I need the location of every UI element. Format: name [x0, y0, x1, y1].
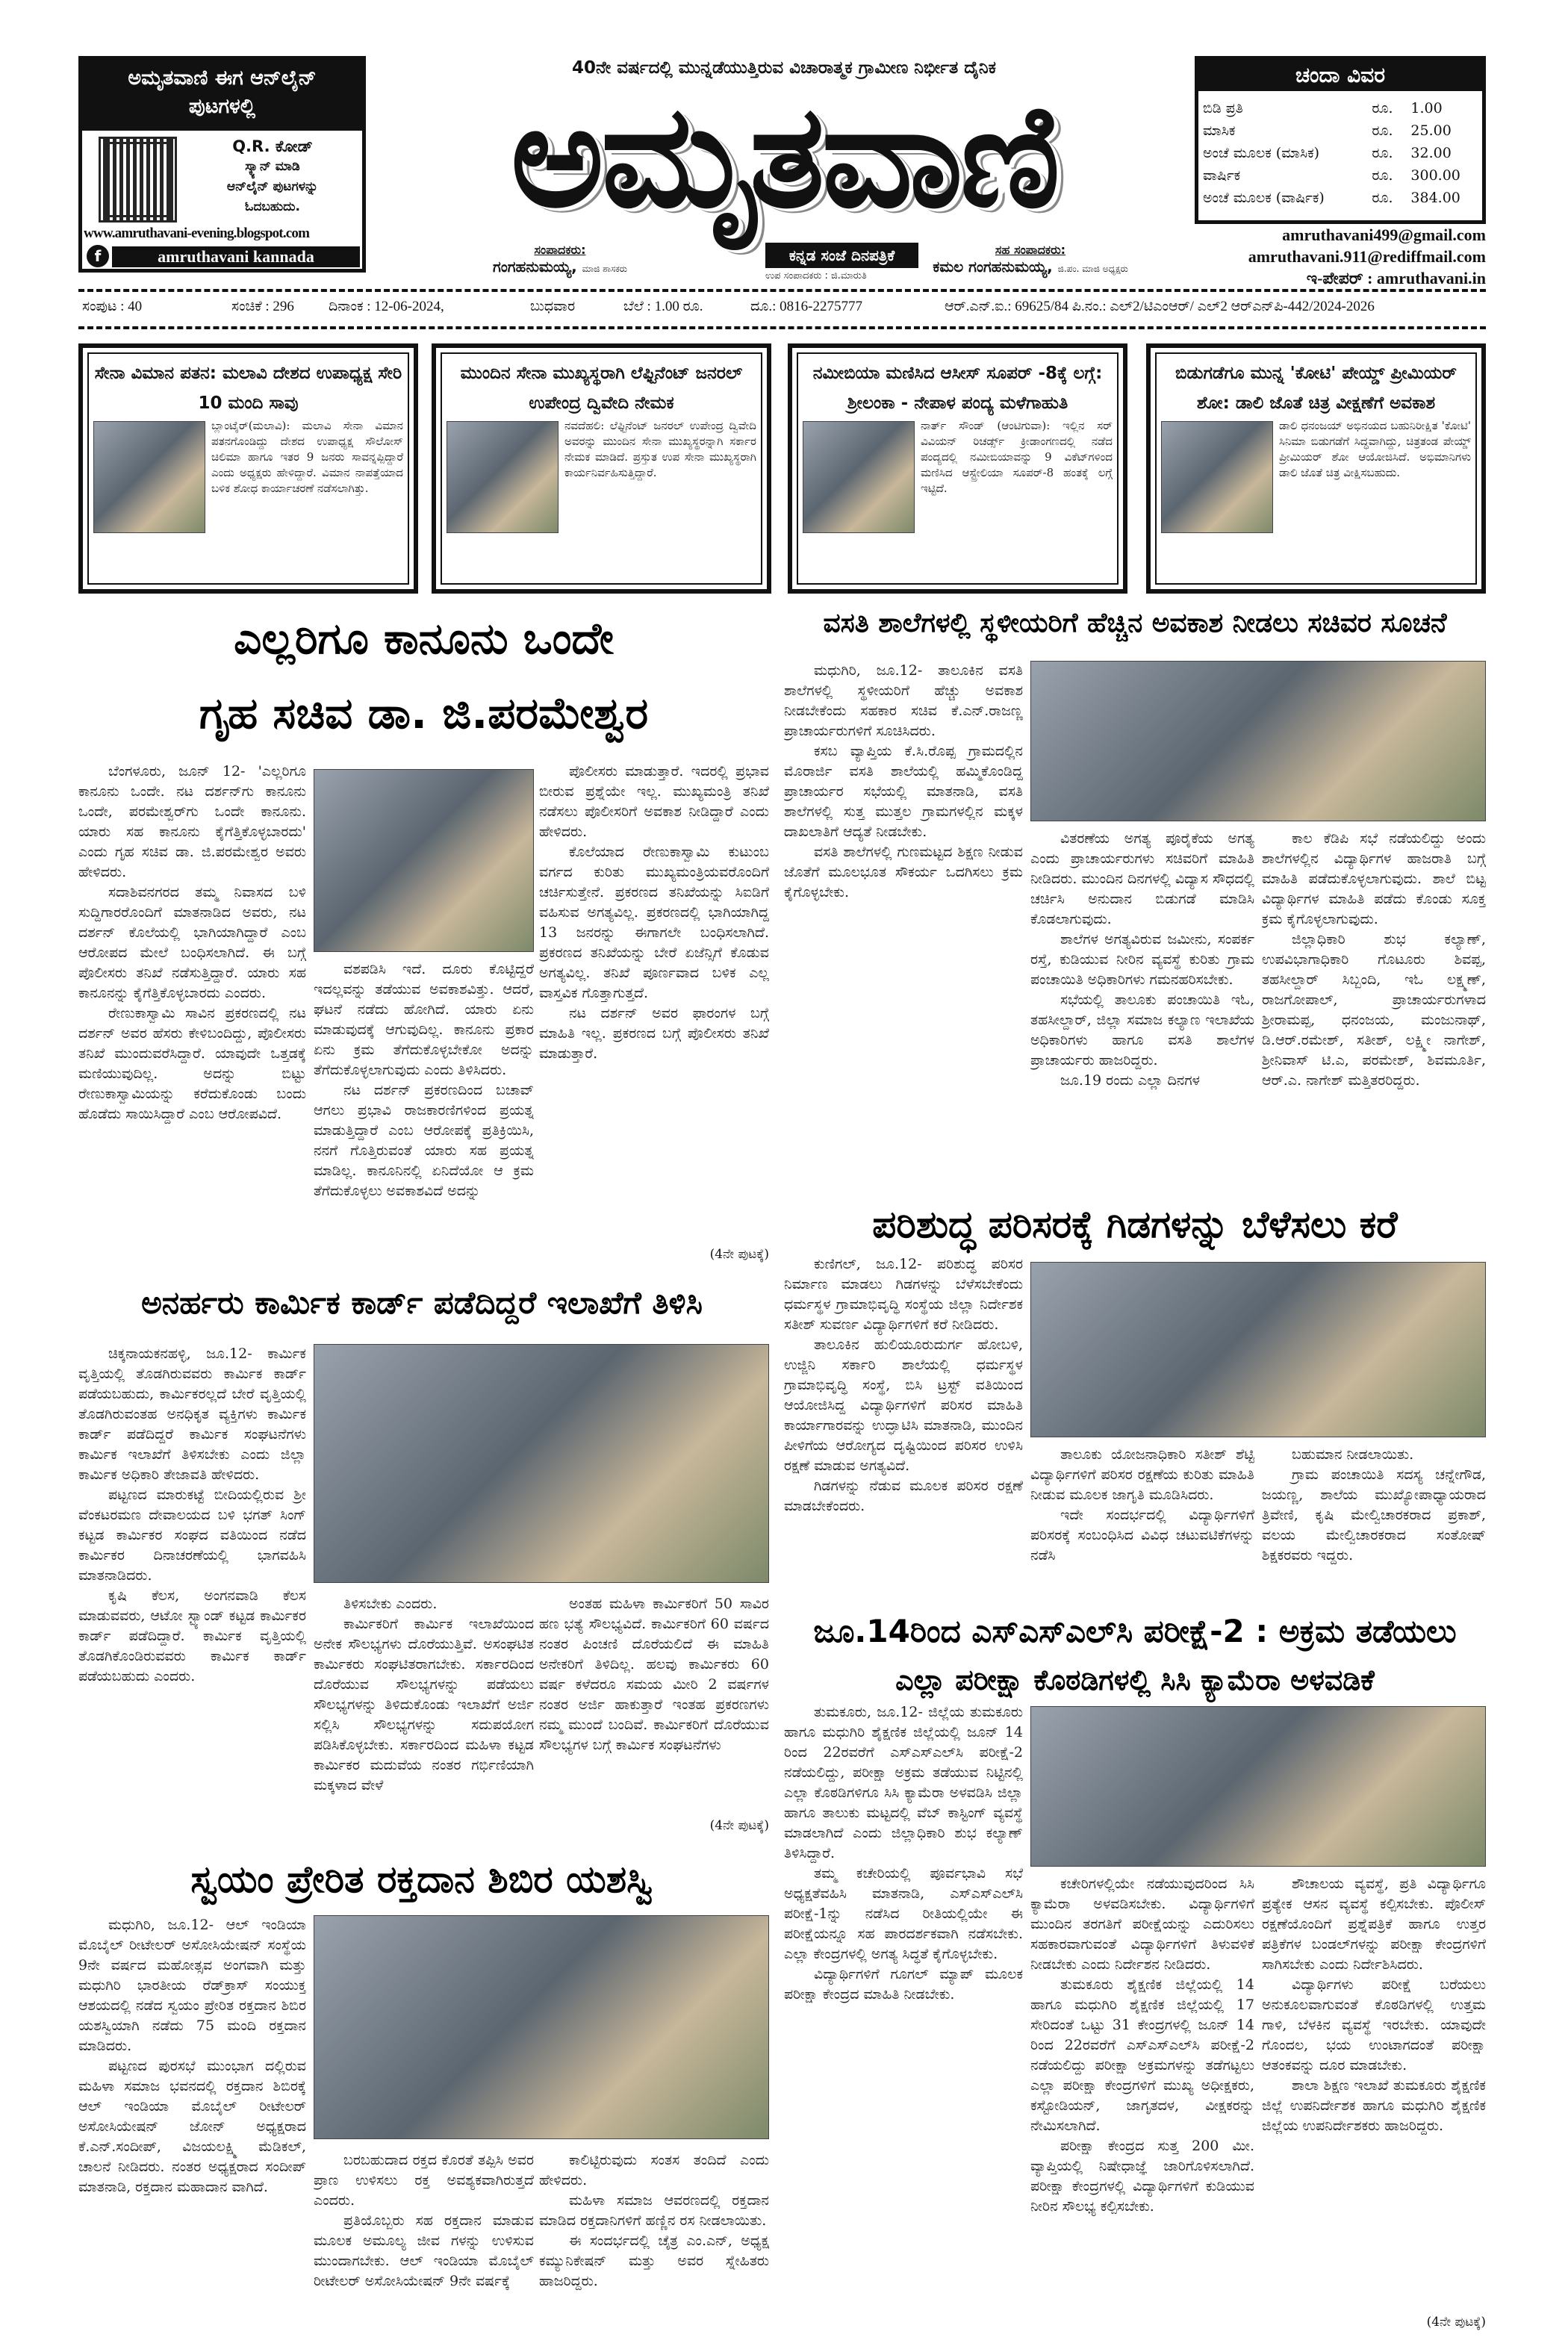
editor-name: ಗಂಗಹನುಮಯ್ಯ, [493, 258, 577, 276]
brief-photo [1161, 421, 1273, 533]
online-title: ಅಮೃತವಾಣಿ ಈಗ ಆನ್‌ಲೈನ್ ಪುಟಗಳಲ್ಲಿ [82, 60, 362, 131]
paragraph: ತುಮಕೂರು, ಜೂ.12- ಜಿಲ್ಲೆಯ ತುಮಕೂರು ಹಾಗೂ ಮಧುಗಿರಿ ಶೈಕ್ಷಣಿಕ ಜಿಲ್ಲೆಯಲ್ಲಿ ಜೂನ್ 14 ರಿಂದ 22ರವರೆಗೆ ಎಸ್‌ಎಸ್‌ಎಲ್‌ಸಿ ಪರೀಕ್ಷೆ-2 ನಡೆಯಲಿದ್ದು, ಪರೀಕ್ಷಾ ಅಕ್ರಮ ತಡೆಯುವ ನಿಟ್ಟಿನಲ್ಲಿ ಎಲ್ಲಾ ಕೊಠಡಿಗಳಿಗೂ ಸಿಸಿ ಕ್ಯಾಮೆರಾ ಅಳವಡಿಸಿ ಜಿಲ್ಲಾ ಹಾಗೂ ತಾಲುಕು ಮಟ್ಟದಲ್ಲಿ ವೆಬ್ ಕಾಸ್ಟಿಂಗ್ ವ್ಯವಸ್ಥೆ ಮಾಡಲಾಗಿದೆ ಎಂದು ಜಿಲ್ಲಾಧಿಕಾರಿ ಶುಭ ಕಲ್ಯಾಣ್ ತಿಳಿಸಿದ್ದಾರೆ. [784, 1704, 1023, 1861]
volume: ಸಂಪುಟ : 40 [82, 299, 143, 314]
subscription-label: ಅಂಚೆ ಮೂಲಕ (ವಾರ್ಷಿಕ) [1203, 190, 1325, 206]
paragraph: ಪರೀಕ್ಷಾ ಕೇಂದ್ರದ ಸುತ್ತ 200 ಮೀ. ವ್ಯಾಪ್ತಿಯಲ್ಲಿ ನಿಷೇಧಾಜ್ಞೆ ಜಾರಿಗೊಳಿಸಲಾಗಿದೆ. ಪರೀಕ್ಷಾ ಕೇಂದ್ರಗಳಲ್ಲಿ ವಿದ್ಯಾರ್ಥಿಗಳಿಗೆ ಕುಡಿಯುವ ನೀರಿನ ಸೌಲಭ್ಯ ಕಲ್ಪಿಸಬೇಕು. [1030, 2138, 1254, 2215]
paragraph: ಸಭೆಯಲ್ಲಿ ತಾಲೂಕು ಪಂಚಾಯಿತಿ ಇಓ, ತಹಸೀಲ್ದಾರ್, ಜಿಲ್ಲಾ ಸಮಾಜ ಕಲ್ಯಾಣ ಇಲಾಖೆಯ ಅಧಿಕಾರಿಗಳು ಹಾಗೂ ವಸತಿ ಶಾಲೆಗಳ ಪ್ರಾಚಾರ್ಯರು ಹಾಜರಿದ್ದರು. [1030, 992, 1254, 1068]
article-column [784, 661, 1023, 1191]
article-column [539, 2150, 769, 2326]
news-brief-box[interactable] [432, 343, 771, 594]
paragraph: ವಿದ್ಯಾರ್ಥಿಗಳಿಗೆ ಗೂಗಲ್ ಮ್ಯಾಪ್ ಮೂಲಕ ಪರೀಕ್ಷಾ ಕೇಂದ್ರದ ಮಾಹಿತಿ ನೀಡಬೇಕು. [784, 1966, 1023, 2003]
editor-label: ಸಂಪಾದಕರು: [534, 243, 586, 257]
paragraph: ಜೂ.19 ರಂದು ಎಲ್ಲಾ ದಿನಗಳ [1060, 1072, 1200, 1089]
subscription-row [1198, 187, 1482, 209]
subscription-cur: ರೂ. [1372, 100, 1393, 116]
sub-editor: ಉಪ ಸಂಪಾದಕರು : ಜಿ.ಮಾರುತಿ [765, 270, 867, 281]
paragraph: ವಿತರಣೆಯ ಅಗತ್ಯ ಪೂರೈಕೆಯ ಅಗತ್ಯ ಎಂದು ಪ್ರಾಚಾರ್ಯರುಗಳು ಸಚಿವರಿಗೆ ಮಾಹಿತಿ ನೀಡಿದರು. ಮುಂದಿನ ದಿನಗಳಲ್ಲಿ ವಿದ್ಯಾಸ ಸೌಧದಲ್ಲಿ ಚರ್ಚಿಸಿ ಅನುದಾನ ಬಿಡುಗಡೆ ಮಾಡಿಸಿ ಕೊಡಲಾಗುವುದು. [1030, 830, 1254, 927]
email-link[interactable]: amruthavani499@gmail.com [1282, 225, 1486, 244]
coeditor-label: ಸಹ ಸಂಪಾದಕರು: [995, 243, 1066, 257]
paragraph: ತುಮಕೂರು ಶೈಕ್ಷಣಿಕ ಜಿಲ್ಲೆಯಲ್ಲಿ 14 ಹಾಗೂ ಮಧುಗಿರಿ ಶೈಕ್ಷಣಿಕ ಜಿಲ್ಲೆಯಲ್ಲಿ 17 ಸೇರಿದಂತೆ ಒಟ್ಟು 31 ಕೇಂದ್ರಗಳಲ್ಲಿ ಜೂನ್ 14 ರಿಂದ 22ರವರೆಗೆ ಎಸ್‌ಎಸ್‌ಎಲ್‌ಸಿ ಪರೀಕ್ಷೆ-2 ನಡೆಯಲಿದ್ದು ಪರೀಕ್ಷಾ ಅಕ್ರಮಗಳನ್ನು ತಡೆಗಟ್ಟಲು ಎಲ್ಲಾ ಪರೀಕ್ಷಾ ಕೇಂದ್ರಗಳಿಗೆ ಮುಖ್ಯ ಅಧೀಕ್ಷಕರು, ಕಸ್ಟೋಡಿಯನ್, ಜಾಗೃತದಳ, ವೀಕ್ಷಕರನ್ನು ನೇಮಿಸಲಾಗಿದೆ. [1030, 1976, 1254, 2134]
paragraph: ತಮ್ಮ ಕಚೇರಿಯಲ್ಲಿ ಪೂರ್ವಭಾವಿ ಸಭೆ ಅಧ್ಯಕ್ಷತೆವಹಿಸಿ ಮಾತನಾಡಿ, ಎಸ್‌ಎಸ್‌ಎಲ್‌ಸಿ ಪರೀಕ್ಷೆ-1ನ್ನು ನಡೆಸಿದ ರೀತಿಯಲ್ಲಿಯೇ ಈ ಪರೀಕ್ಷೆಯನ್ನೂ ಸಹ ಪಾರದರ್ಶಕವಾಗಿ ನಡೆಸಬೇಕು. ಎಲ್ಲಾ ಕೇಂದ್ರಗಳಲ್ಲಿ ಅಗತ್ಯ ಸಿದ್ಧತೆ ಕೈಗೊಳ್ಳಬೇಕು. [784, 1865, 1023, 1962]
news-brief-box[interactable] [1146, 343, 1486, 594]
issue: ಸಂಚಿಕೆ : 296 [231, 299, 294, 314]
headline: ಸ್ವಯಂ ಪ್ರೇರಿತ ರಕ್ತದಾನ ಶಿಬಿರ ಯಶಸ್ವಿ [190, 1858, 653, 1901]
paragraph: ಕೊಲೆಯಾದ ರೇಣುಕಾಸ್ವಾಮಿ ಕುಟುಂಬ ವರ್ಗದ ಕುರಿತು ಮುಖ್ಯಮಂತ್ರಿಯವರೊಂದಿಗೆ ಚರ್ಚಿಸುತ್ತೇನೆ. ಪ್ರಕರಣದ ತನಿಖೆಯನ್ನು ಸಿಐಡಿಗೆ ವಹಿಸುವ ಅಗತ್ಯವಿಲ್ಲ. ಪ್ರಕರಣದಲ್ಲಿ ಭಾಗಿಯಾಗಿದ್ದ 13 ಜನರನ್ನು ಈಗಾಗಲೇ ಬಂಧಿಸಲಾಗಿದೆ. ಪ್ರಕರಣದ ತನಿಖೆಯನ್ನು ಬೇರೆ ಏಜೆನ್ಸಿಗೆ ಕೊಡುವ ಅಗತ್ಯವಿಲ್ಲ. ತನಿಖೆ ಪೂರ್ಣವಾದ ಬಳಿಕ ಎಲ್ಲ ವಾಸ್ತವಿಕ ಗೊತ್ತಾಗುತ್ತದೆ. [539, 844, 769, 1001]
paragraph: ನಟ ದರ್ಶನ್ ಪ್ರಕರಣದಿಂದ ಬಚಾವ್ ಆಗಲು ಪ್ರಭಾವಿ ರಾಜಕಾರಣಿಗಳಿಂದ ಪ್ರಯತ್ನ ಮಾಡುತ್ತಿದ್ದಾರೆ ಎಂಬ ಆರೋಪಕ್ಕೆ ಪ್ರತಿಕ್ರಿಯಿಸಿ, ನನಗೆ ಗೊತ್ತಿರುವಂತೆ ಯಾರು ಸಹ ಪ್ರಯತ್ನ ಮಾಡಿಲ್ಲ. ಕಾನೂನಿನಲ್ಲಿ ಏನಿದೆಯೋ ಆ ಕ್ರಮ ತೆಗೆದುಕೊಳ್ಳಲು ಅವಕಾಶವಿದೆ ಅದನ್ನು [314, 1082, 534, 1199]
paragraph: ಬಹುಮಾನ ನೀಡಲಾಯಿತು. [1292, 1446, 1414, 1463]
article-photo [314, 769, 534, 952]
paragraph: ಪ್ರತಿಯೊಬ್ಬರು ಸಹ ರಕ್ತದಾನ ಮಾಡುವ ಮೂಲಕ ಅಮೂಲ್ಯ ಜೀವ ಗಳನ್ನು ಉಳಿಸುವ ಮುಂದಾಗಬೇಕು. ಆಲ್ ಇಂಡಿಯಾ ಮೊಬೈಲ್ ರೀಟೇಲರ್ ಅಸೋಸಿಯೇಷನ್ 9ನೇ ವರ್ಷಕ್ಕೆ [314, 2212, 534, 2289]
paragraph: ಕಸಬ ವ್ಯಾಪ್ತಿಯ ಕೆ.ಸಿ.ರೊಪ್ಪ ಗ್ರಾಮದಲ್ಲಿನ ಮೊರಾರ್ಜಿ ವಸತಿ ಶಾಲೆಯಲ್ಲಿ ಹಮ್ಮಿಕೊಂಡಿದ್ದ ಪ್ರಾಚಾರ್ಯರ ಸಭೆಯಲ್ಲಿ ಮಾತನಾಡಿ, ವಸತಿ ಶಾಲೆಗಳಲ್ಲಿ ಸುತ್ತ ಮುತ್ತಲ ಗ್ರಾಮಗಳಲ್ಲಿನ ಮಕ್ಕಳ ದಾಖಲಾತಿಗೆ ಆದ್ಯತೆ ನೀಡಬೇಕು. [784, 743, 1023, 840]
paragraph: ರೇಣುಕಾಸ್ವಾಮಿ ಸಾವಿನ ಪ್ರಕರಣದಲ್ಲಿ ನಟ ದರ್ಶನ್ ಅವರ ಹೆಸರು ಕೇಳಿಬಂದಿದ್ದು, ಪೊಲೀಸರು ತನಿಖೆ ಮುಂದುವರೆಸಿದ್ದಾರೆ. ಯಾವುದೇ ಒತ್ತಡಕ್ಕೆ ಮಣಿಯುವುದಿಲ್ಲ. ಅದನ್ನು ಬಿಟ್ಟು ರೇಣುಕಾಸ್ವಾಮಿಯನ್ನು ಕರೆದುಕೊಂಡು ಬಂದು ಹೊಡೆದು ಸಾಯಿಸಿದ್ದಾರೆ ಎಂಬ ಆರೋಪವಿದೆ. [78, 1005, 306, 1122]
brief-photo [447, 421, 559, 533]
paragraph: ನಟ ದರ್ಶನ್ ಅವರ ಫಾರಂಗಳ ಬಗ್ಗೆ ಮಾಹಿತಿ ಇಲ್ಲ. ಪ್ರಕರಣದ ಬಗ್ಗೆ ಪೊಲೀಸರು ತನಿಖೆ ಮಾಡುತ್ತಾರೆ. [539, 1005, 769, 1062]
brief-headline: ನಮೀಬಿಯಾ ಮಣಿಸಿದ ಆಸೀಸ್ ಸೂಪರ್ -8ಕ್ಕೆ ಲಗ್ಗೆ: ಶ್ರೀಲಂಕಾ - ನೇಪಾಳ ಪಂದ್ಯ ಮಳೆಗಾಹುತಿ [812, 364, 1103, 413]
brief-text: ನವದೆಹಲಿ: ಲೆಫ್ಟಿನೆಂಟ್ ಜನರಲ್ ಉಪೇಂದ್ರ ದ್ವಿವೇದಿ ಅವರನ್ನು ಮುಂದಿನ ಸೇನಾ ಮುಖ್ಯಸ್ಥರನ್ನಾಗಿ ಸರ್ಕಾರ ನೇಮಕ ಮಾಡಿದೆ. ಪ್ರಸ್ತುತ ಉಪ ಸೇನಾ ಮುಖ್ಯಸ್ಥರಾಗಿ ಕಾರ್ಯನಿರ್ವಹಿಸುತ್ತಿದ್ದಾರೆ. [564, 419, 756, 479]
news-brief-box[interactable] [78, 343, 418, 594]
subscription-table [1198, 97, 1482, 209]
weekday: ಬುಧವಾರ [530, 299, 576, 314]
headline: ಜೂ.14ರಿಂದ ಎಸ್‌ಎಸ್‌ಎಲ್‌ಸಿ ಪರೀಕ್ಷೆ-2 : ಅಕ್ರಮ ತಡೆಯಲು [813, 1613, 1457, 1649]
paragraph: ಮಹಿಳಾ ಸಮಾಜ ಆವರಣದಲ್ಲಿ ರಕ್ತದಾನ ಮಾಡಿದ ರಕ್ತದಾನಿಗಳಿಗೆ ಹಣ್ಣಿನ ರಸ ನೀಡಲಾಯಿತು. [539, 2192, 769, 2229]
brief-headline: ಮುಂದಿನ ಸೇನಾ ಮುಖ್ಯಸ್ಥರಾಗಿ ಲೆಫ್ಟಿನೆಂಟ್ ಜನರಲ್ ಉಪೇಂದ್ರ ದ್ವಿವೇದಿ ನೇಮಕ [460, 364, 743, 413]
brief-headline: ಸೇನಾ ವಿಮಾನ ಪತನ: ಮಲಾವಿ ದೇಶದ ಉಪಾಧ್ಯಕ್ಷ ಸೇರಿ 10 ಮಂದಿ ಸಾವು [94, 364, 402, 413]
paragraph: ಗ್ರಾಮ ಪಂಚಾಯಿತಿ ಸದಸ್ಯ ಚನ್ನೇಗೌಡ, ಜಯಣ್ಣ, ಶಾಲೆಯ ಮುಖ್ಯೋಪಾಧ್ಯಾಯರಾದ ತ್ರಿವೇಣಿ, ಕೃಷಿ ಮೇಲ್ವಿಚಾರಕರಾದ ಪ್ರಕಾಶ್, ವಲಯ ಮೇಲ್ವಿಚಾರಕರಾದ ಸಂತೋಷ್ ಶಿಕ್ಷಕರವರು ಇದ್ದರು. [1262, 1466, 1486, 1564]
facebook-icon: f [87, 245, 109, 267]
subscription-cur: ರೂ. [1372, 190, 1393, 206]
tagline: 40ನೇ ವರ್ಷದಲ್ಲಿ ಮುನ್ನಡೆಯುತ್ತಿರುವ ವಿಚಾರಾತ್ಮಕ ಗ್ರಾಮೀಣ ನಿರ್ಭೀತ ದೈನಿಕ [571, 58, 997, 78]
paragraph: ವಿದ್ಯಾರ್ಥಿಗಳು ಪರೀಕ್ಷೆ ಬರೆಯಲು ಅನುಕೂಲವಾಗುವಂತೆ ಕೊಠಡಿಗಳಲ್ಲಿ ಉತ್ತಮ ಗಾಳಿ, ಬೆಳಕಿನ ವ್ಯವಸ್ಥೆ ಇರಬೇಕು. ಯಾವುದೇ ಗೊಂದಲ, ಭಯ ಉಂಟಾಗದಂತೆ ಪರೀಕ್ಷಾ ಆತಂಕವನ್ನು ದೂರ ಮಾಡಬೇಕು. [1262, 1976, 1486, 2073]
editor-note: ಮಾಜಿ ಶಾಸಕರು [582, 264, 627, 274]
paragraph: ಗಿಡಗಳನ್ನು ನೆಡುವ ಮೂಲಕ ಪರಿಸರ ರಕ್ಷಣೆ ಮಾಡಬೇಕೆಂದರು. [784, 1478, 1023, 1514]
article-column [314, 959, 534, 1269]
paragraph: ಇದೇ ಸಂದರ್ಭದಲ್ಲಿ ವಿದ್ಯಾರ್ಥಿಗಳಿಗೆ ಪರಿಸರಕ್ಕೆ ಸಂಬಂಧಿಸಿದ ವಿವಿಧ ಚಟುವಟಿಕೆಗಳನ್ನು ನಡೆಸಿ [1030, 1507, 1254, 1564]
article-column [314, 1594, 534, 1837]
registration: ಆರ್.ಎನ್.ಐ.: 69625/84 ಪಿ.ನಂ.: ಎಲ್2/ಟಿಎಂಆರ್/ ಎಲ್2 ಆರ್‌ಎನ್‌ಪಿ-442/2024-2026 [945, 299, 1375, 314]
headline: ಗೃಹ ಸಚಿವ ಡಾ. ಜಿ.ಪರಮೇಶ್ವರ [199, 688, 649, 738]
brief-text: ನಾರ್ತ್ ಸೌಂಡ್ (ಆಂಟಿಗುವಾ): ಇಲ್ಲಿನ ಸರ್ ವಿವಿಯನ್ ರಿಚರ್ಡ್ಸ್ ಕ್ರೀಡಾಂಗಣದಲ್ಲಿ ನಡೆದ ಪಂದ್ಯದಲ್ಲಿ ನಮೀಬಿಯಾವನ್ನು 9 ವಿಕೆಟ್‌ಗಳಿಂದ ಮಣಿಸಿದ ಆಸ್ಟ್ರೇಲಿಯಾ ಸೂಪರ್-8 ಹಂತಕ್ಕೆ ಲಗ್ಗೆ ಇಟ್ಟಿದೆ. [921, 419, 1113, 495]
article-column [1262, 829, 1486, 1191]
paragraph: ಈ ಸಂದರ್ಭದಲ್ಲಿ ಚೈತ್ರ ಎಂ.ಎನ್, ಅಧ್ಯಕ್ಷ ಕಮ್ಯುನಿಕೇಷನ್ ಮತ್ತು ಅವರ ಸ್ನೇಹಿತರು ಹಾಜರಿದ್ದರು. [539, 2233, 769, 2289]
paragraph: ಮಧುಗಿರಿ, ಜೂ.12- ಆಲ್ ಇಂಡಿಯಾ ಮೊಬೈಲ್ ರೀಟೇಲರ್ ಅಸೋಸಿಯೇಷನ್ ಸಂಸ್ಥೆಯ 9ನೇ ವರ್ಷದ ಮಹೋತ್ಸವ ಅಂಗವಾಗಿ ಮತ್ತು ಮಧುಗಿರಿ ಭಾರತೀಯ ರೆಡ್‌ಕ್ರಾಸ್ ಸಂಯುಕ್ತ ಆಶಯದಲ್ಲಿ ನಡೆದ ಸ್ವಯಂ ಪ್ರೇರಿತ ರಕ್ತದಾನ ಶಿಬಿರ ಯಶಸ್ವಿಯಾಗಿ ನಡೆದು 75 ಮಂದಿ ರಕ್ತದಾನ ಮಾಡಿದರು. [78, 1917, 306, 2054]
subscription-box [1195, 56, 1486, 224]
brief-headline: ಬಿಡುಗಡೆಗೂ ಮುನ್ನ 'ಕೋಟಿ' ಪೇಯ್ಡ್ ಪ್ರೀಮಿಯರ್ ಶೋ: ಡಾಲಿ ಜೊತೆ ಚಿತ್ರ ವೀಕ್ಷಣೆಗೆ ಅವಕಾಶ [1175, 364, 1457, 413]
qr-text: ಆನ್‌ಲೈನ್ ಪುಟಗಳನ್ನು [226, 179, 319, 194]
info-line [82, 299, 1486, 320]
subscription-cur: ರೂ. [1372, 145, 1393, 161]
paragraph: ಸದಾಶಿವನಗರದ ತಮ್ಮ ನಿವಾಸದ ಬಳಿ ಸುದ್ದಿಗಾರರೊಂದಿಗೆ ಮಾತನಾಡಿದ ಅವರು, ನಟ ದರ್ಶನ್ ಕೊಲೆಯಲ್ಲಿ ಭಾಗಿಯಾಗಿದ್ದಾರೆ ಎಂಬ ಆರೋಪದ ಮೇಲೆ ಬಂಧಿಸಲಾಗಿದೆ. ಈ ಬಗ್ಗೆ ಪೊಲೀಸರು ತನಿಖೆ ನಡೆಸುತ್ತಿದ್ದಾರೆ. ಯಾರು ಸಹ ಕಾನೂನನ್ನು ಕೈಗೆತ್ತಿಕೊಳ್ಳಬಾರದು ಎಂದರು. [78, 884, 306, 1001]
qr-text: Q.R. ಕೋಡ್ [232, 137, 313, 155]
paragraph: ಶಾಲಾ ಶಿಕ್ಷಣ ಇಲಾಖೆ ತುಮಕೂರು ಶೈಕ್ಷಣಿಕ ಜಿಲ್ಲೆ ಉಪನಿರ್ದೇಶಕ ಹಾಗೂ ಮಧುಗಿರಿ ಶೈಕ್ಷಣಿಕ ಜಿಲ್ಲೆಯ ಉಪನಿರ್ದೇಶಕರು ಹಾಜರಿದ್ದರು. [1262, 2077, 1486, 2134]
subtitle: ಕನ್ನಡ ಸಂಜೆ ದಿನಪತ್ರಿಕೆ [765, 243, 918, 268]
article-photo [1030, 1706, 1486, 1867]
headline: ಎಲ್ಲರಿಗೂ ಕಾನೂನು ಒಂದೇ [234, 613, 614, 664]
paragraph: ತಿಳಿಸಬೇಕು ಎಂದರು. [343, 1596, 438, 1612]
paragraph: ಚಿಕ್ಕನಾಯಕನಹಳ್ಳಿ, ಜೂ.12- ಕಾರ್ಮಿಕ ವೃತ್ತಿಯಲ್ಲಿ ತೊಡಗಿರುವವರು ಕಾರ್ಮಿಕ ಕಾರ್ಡ್ ಪಡೆಯಬಹುದು, ಕಾರ್ಮಿಕರಲ್ಲದೆ ಬೇರೆ ವೃತ್ತಿಯಲ್ಲಿ ತೊಡಗಿರುವಂತಹ ಅನಧಿಕೃತ ವ್ಯಕ್ತಿಗಳು ಕಾರ್ಮಿಕ ಕಾರ್ಡ್ ಪಡೆದಿದ್ದರೆ ಕಾರ್ಮಿಕ ಸಂಘಟನೆಗಳು ಕಾರ್ಮಿಕ ಇಲಾಖೆಗೆ ತಿಳಿಸಬೇಕು ಎಂದು ಜಿಲ್ಲಾ ಕಾರ್ಮಿಕ ಅಧಿಕಾರಿ ತೇಜಾವತಿ ಹೇಳಿದರು. [78, 1345, 306, 1483]
article-column [314, 2150, 534, 2326]
paragraph: ತಾಲೂಕು ಯೋಜನಾಧಿಕಾರಿ ಸತೀಶ್ ಶೆಟ್ಟಿ ವಿದ್ಯಾರ್ಥಿಗಳಿಗೆ ಪರಿಸರ ರಕ್ಷಣೆಯ ಕುರಿತು ಮಾಹಿತಿ ನೀಡುವ ಮೂಲಕ ಜಾಗೃತಿ ಮೂಡಿಸಿದರು. [1030, 1446, 1254, 1503]
brief-photo [803, 421, 915, 533]
paragraph: ವಶಪಡಿಸಿ ಇದೆ. ದೂರು ಕೊಟ್ಟಿದ್ದರೆ ಇದಲ್ಲವನ್ನು ತಡೆಯುವ ಅವಕಾಶವಿತ್ತು. ಆದರೆ, ಘಟನೆ ನಡೆದು ಹೋಗಿದೆ. ಯಾರು ಏನು ಮಾಡುವುದಕ್ಕೆ ಆಗುವುದಿಲ್ಲ. ಕಾನೂನು ಪ್ರಕಾರ ಏನು ಕ್ರಮ ತೆಗೆದುಕೊಳ್ಳಬೇಕೋ ಅದನ್ನು ತೆಗೆದುಕೊಳ್ಳಲಾಗುವುದು ಎಂದು ತಿಳಿಸಿದರು. [314, 961, 534, 1078]
paragraph: ಕಚೇರಿಗಳಲ್ಲಿಯೇ ನಡೆಯುವುದರಿಂದ ಸಿಸಿ ಕ್ಯಾಮೆರಾ ಅಳವಡಿಸಬೇಕು. ವಿದ್ಯಾರ್ಥಿಗಳಿಗೆ ಮುಂದಿನ ತರಗತಿಗೆ ಪರೀಕ್ಷೆಯನ್ನು ಎದುರಿಸಲು ಸಹಕಾರವಾಗುವಂತೆ ವಿದ್ಯಾರ್ಥಿಗಳಿಗೆ ತಿಳುವಳಿಕೆ ನೀಡಬೇಕು ಎಂದು ನಿರ್ದೇಶನ ನೀಡಿದರು. [1030, 1876, 1254, 1973]
news-brief-box[interactable] [788, 343, 1127, 594]
article-column [78, 762, 306, 1269]
subscription-cur: ರೂ. [1372, 122, 1393, 139]
coeditor-note: ಜಿ.ಪಂ. ಮಾಜಿ ಅಧ್ಯಕ್ಷರು [1057, 264, 1128, 274]
paragraph: ಬೆಂಗಳೂರು, ಜೂನ್ 12- 'ಎಲ್ಲರಿಗೂ ಕಾನೂನು ಒಂದೇ. ನಟ ದರ್ಶನ್‌ಗು ಕಾನೂನು ಒಂದೇ, ಪರಮೇಶ್ವರ್‌ಗು ಒಂದೇ ಕಾನೂನು. ಯಾರು ಸಹ ಕಾನೂನು ಕೈಗೆತ್ತಿಕೊಳ್ಳಬಾರದು' ಎಂದು ಗೃಹ ಸಚಿವ ಡಾ. ಜಿ.ಪರಮೇಶ್ವರ ಅವರು ಹೇಳಿದರು. [78, 763, 306, 880]
article-photo [1030, 661, 1486, 821]
paragraph: ಮಧುಗಿರಿ, ಜೂ.12- ತಾಲೂಕಿನ ವಸತಿ ಶಾಲೆಗಳಲ್ಲಿ ಸ್ಥಳೀಯರಿಗೆ ಹೆಚ್ಚು ಅವಕಾಶ ನೀಡಬೇಕೆಂದು ಸಹಕಾರ ಸಚಿವ ಕೆ.ಎನ್.ರಾಜಣ್ಣ ಪ್ರಾಚಾರ್ಯರುಗಳಿಗೆ ಸೂಚಿಸಿದರು. [784, 662, 1023, 739]
headline: ಪರಿಶುದ್ಧ ಪರಿಸರಕ್ಕೆ ಗಿಡಗಳನ್ನು ಬೆಳೆಸಲು ಕರೆ [872, 1203, 1398, 1246]
subscription-label: ಅಂಚೆ ಮೂಲಕ (ಮಾಸಿಕ) [1203, 145, 1320, 161]
subscription-label: ಮಾಸಿಕ [1203, 122, 1236, 139]
headline: ವಸತಿ ಶಾಲೆಗಳಲ್ಲಿ ಸ್ಥಳೀಯರಿಗೆ ಹೆಚ್ಚಿನ ಅವಕಾಶ ನೀಡಲು ಸಚಿವರ ಸೂಚನೆ [823, 608, 1447, 638]
article-column [784, 1702, 1023, 2322]
paragraph: ಜಿಲ್ಲಾಧಿಕಾರಿ ಶುಭ ಕಲ್ಯಾಣ್, ಉಪವಿಭಾಗಾಧಿಕಾರಿ ಗೊಟೂರು ಶಿವಪ್ಪ, ತಹಸೀಲ್ದಾರ್ ಸಿಬ್ಬಂದಿ, ಇಓ ಲಕ್ಷ್ಮಣ್, ರಾಜಗೋಪಾಲ್, ಪ್ರಾಚಾರ್ಯರುಗಳಾದ ಶ್ರೀರಾಮಪ್ಪ, ಧನಂಜಯ, ಮಂಜುನಾಥ್, ಡಿ.ಆರ್.ರಮೇಶ್, ಸತೀಶ್, ಲಕ್ಷ್ಮೀ ನಾಗೇಶ್, ಶ್ರೀನಿವಾಸ್ ಟಿ.ಎ, ಪರಮೇಶ್, ಶಿವಮೂರ್ತಿ, ಆರ್.ಎ. ನಾಗೇಶ್ ಮತ್ತಿತರರಿದ್ದರು. [1262, 931, 1486, 1089]
article-photo [1030, 1262, 1486, 1437]
paragraph: ಕಾಲ ಕೆಡಿಪಿ ಸಭೆ ನಡೆಯಲಿದ್ದು ಅಂದು ಶಾಲೆಗಳಲ್ಲಿನ ವಿದ್ಯಾರ್ಥಿಗಳ ಹಾಜರಾತಿ ಬಗ್ಗೆ ಮಾಹಿತಿ ಪಡೆದುಕೊಳ್ಳಲಾಗುವುದು. ಶಾಲೆ ಬಿಟ್ಟ ವಿದ್ಯಾರ್ಥಿಗಳ ಮಾಹಿತಿ ಪಡೆದು ಕೊಂಡು ಸೂಕ್ತ ಕ್ರಮ ಕೈಗೊಳ್ಳಲಾಗುವುದು. [1262, 830, 1486, 927]
email-link[interactable]: amruthavani.911@rediffmail.com [1248, 247, 1486, 266]
paragraph: ಕಾರ್ಮಿಕರಿಗೆ ಕಾರ್ಮಿಕ ಇಲಾಖೆಯಿಂದ ಅನೇಕ ಸೌಲಭ್ಯಗಳು ದೊರೆಯುತ್ತಿವೆ. ಅಸಂಘಟಿತ ಕಾರ್ಮಿಕರು ಸಂಘಟಿತರಾಗಬೇಕು. ಸರ್ಕಾರದಿಂದ ದೊರೆಯುವ ಸೌಲಭ್ಯಗಳನ್ನು ಪಡೆಯಲು ಸೌಲಭ್ಯಗಳನ್ನು ತಿಳಿದುಕೊಂಡು ಇಲಾಖೆಗೆ ಅರ್ಜಿ ಸಲ್ಲಿಸಿ ಸೌಲಭ್ಯಗಳನ್ನು ಸದುಪಯೋಗ ಪಡಿಸಿಕೊಳ್ಳಬೇಕು. ಸರ್ಕಾರದಿಂದ ಮಹಿಳಾ ಕಟ್ಟಡ ಕಾರ್ಮಿಕರ ಮದುವೆಯ ನಂತರ ಗರ್ಭಿಣಿಯಾಗಿ ಮಕ್ಕಳಾದ ವೇಳೆ [314, 1616, 534, 1793]
qr-text: ಓದಬಹುದು. [245, 199, 300, 214]
subscription-row [1198, 119, 1482, 142]
subscription-amount: 384.00 [1410, 190, 1460, 206]
paragraph: ಶೌಚಾಲಯ ವ್ಯವಸ್ಥೆ, ಪ್ರತಿ ವಿದ್ಯಾರ್ಥಿಗೂ ಪ್ರತ್ಯೇಕ ಆಸನ ವ್ಯವಸ್ಥೆ ಕಲ್ಪಿಸಬೇಕು. ಪೊಲೀಸ್ ರಕ್ಷಣೆಯೊಂದಿಗೆ ಪ್ರಶ್ನೆಪತ್ರಿಕೆ ಹಾಗೂ ಉತ್ತರ ಪತ್ರಿಕೆಗಳ ಬಂಡಲ್‌ಗಳನ್ನು ಪರೀಕ್ಷಾ ಕೇಂದ್ರಗಳಿಗೆ ಸಾಗಿಸಬೇಕು ಎಂದು ನಿರ್ದೇಶಿಸಿದರು. [1262, 1876, 1486, 1973]
article-column [539, 762, 769, 1269]
phone: ದೂ.: 0816-2275777 [750, 299, 863, 314]
subscription-cur: ರೂ. [1372, 167, 1393, 184]
subscription-label: ಬಿಡಿ ಪ್ರತಿ [1203, 100, 1243, 116]
paragraph: ಕುಣಿಗಲ್, ಜೂ.12- ಪರಿಶುದ್ಧ ಪರಿಸರ ನಿರ್ಮಾಣ ಮಾಡಲು ಗಿಡಗಳನ್ನು ಬೆಳೆಸಬೇಕೆಂದು ಧರ್ಮಸ್ಥಳ ಗ್ರಾಮಾಭಿವೃದ್ಧಿ ಸಂಸ್ಥೆಯ ಜಿಲ್ಲಾ ನಿರ್ದೇಶಕ ಸತೀಶ್ ಸುವರ್ಣ ವಿದ್ಯಾರ್ಥಿಗಳಿಗೆ ಕರೆ ನೀಡಿದರು. [784, 1256, 1023, 1333]
divider [78, 326, 1486, 329]
brief-text: ಡಾಲಿ ಧನಂಜಯ್ ಅಭಿನಯದ ಬಹುನಿರೀಕ್ಷಿತ 'ಕೋಟಿ' ಸಿನಿಮಾ ಬಿಡುಗಡೆಗೆ ಸಿದ್ಧವಾಗಿದ್ದು, ಚಿತ್ರತಂಡ ಪೇಯ್ಡ್ ಪ್ರೀಮಿಯರ್ ಶೋ ಆಯೋಜಿಸಿದೆ. ಅಭಿಮಾನಿಗಳು ಡಾಲಿ ಜೊತೆ ಚಿತ್ರ ವೀಕ್ಷಿಸಬಹುದು. [1279, 419, 1471, 479]
paragraph: ಕಾಲಿಟ್ಟಿರುವುದು ಸಂತಸ ತಂದಿದೆ ಎಂದು ಹೇಳಿದರು. [539, 2152, 769, 2188]
headline: ಅನರ್ಹರು ಕಾರ್ಮಿಕ ಕಾರ್ಡ್ ಪಡೆದಿದ್ದರೆ ಇಲಾಖೆಗೆ ತಿಳಿಸಿ [141, 1284, 703, 1321]
subscription-row [1198, 97, 1482, 119]
paragraph: ಪಟ್ಟಣದ ಮಾರುಕಟ್ಟೆ ಬೀದಿಯಲ್ಲಿರುವ ಶ್ರೀ ವೆಂಕಟರಮಣ ದೇವಾಲಯದ ಬಳಿ ಭಗತ್ ಸಿಂಗ್ ಕಟ್ಟಡ ಕಾರ್ಮಿಕರ ಸಂಘದ ವತಿಯಿಂದ ನಡೆದ ಕಾರ್ಮಿಕರ ದಿನಾಚರಣೆಯಲ್ಲಿ ಭಾಗವಹಿಸಿ ಮಾತನಾಡಿದರು. [78, 1487, 306, 1584]
subscription-row [1198, 164, 1482, 187]
subscription-amount: 300.00 [1410, 167, 1460, 184]
article-column [78, 1915, 306, 2326]
paragraph: ತಾಲೂಕಿನ ಹುಲಿಯೂರುದುರ್ಗ ಹೋಬಳಿ, ಉಜ್ಜಿನಿ ಸರ್ಕಾರಿ ಶಾಲೆಯಲ್ಲಿ ಧರ್ಮಸ್ಥಳ ಗ್ರಾಮಾಭಿವೃದ್ಧಿ ಸಂಸ್ಥೆ, ಬಿಸಿ ಟ್ರಸ್ಟ್ ವತಿಯಿಂದ ಆಯೋಜಿಸಿದ್ದ ವಿದ್ಯಾರ್ಥಿಗಳಿಗೆ ಪರಿಸರ ಮಾಹಿತಿ ಕಾರ್ಯಾಗಾರವನ್ನು ಉದ್ಘಾಟಿಸಿ ಮಾತನಾಡಿ, ಮುಂದಿನ ಪೀಳಿಗೆಯ ಆರೋಗ್ಯದ ದೃಷ್ಟಿಯಿಂದ ಪರಿಸರ ಉಳಿಸಿ ರಕ್ಷಣೆ ಮಾಡುವ ಅಗತ್ಯವಿದೆ. [784, 1337, 1023, 1474]
brief-photo [93, 421, 205, 533]
continued-link[interactable]: (4ನೇ ಪುಟಕ್ಕೆ) [709, 1247, 769, 1262]
brief-text: ಬ್ಲಾಂಟೈರ್(ಮಲಾವಿ): ಮಲಾವಿ ಸೇನಾ ವಿಮಾನ ಪತನಗೊಂಡಿದ್ದು ದೇಶದ ಉಪಾಧ್ಯಕ್ಷ ಸೌಲೋಸ್ ಚಿಲಿಮಾ ಹಾಗೂ ಇತರ 9 ಜನರು ಸಾವನ್ನಪ್ಪಿದ್ದಾರೆ ಎಂದು ಅಧ್ಯಕ್ಷರು ಹೇಳಿದ್ದಾರೆ. ವಿಮಾನ ನಾಪತ್ತೆಯಾದ ಬಳಿಕ ಶೋಧ ಕಾರ್ಯಾಚರಣೆ ನಡೆಸಲಾಗಿತ್ತು. [211, 419, 403, 495]
website-link[interactable]: www.amruthavani-evening.blogspot.com [84, 225, 310, 241]
paragraph: ಕೃಷಿ ಕೆಲಸ, ಅಂಗನವಾಡಿ ಕೆಲಸ ಮಾಡುವವರು, ಆಟೋ ಸ್ಟ್ಯಾಂಡ್ ಕಟ್ಟಡ ಕಾರ್ಮಿಕರ ಕಾರ್ಡ್ ಪಡೆದಿದ್ದಾರೆ. ಕಾರ್ಮಿಕ ವೃತ್ತಿಯಲ್ಲಿ ತೊಡಗಿಕೊಂಡಿರುವವರು ಕಾರ್ಮಿಕ ಕಾರ್ಡ್ ಪಡೆಯಬಹುದು ಎಂದರು. [78, 1587, 306, 1684]
facebook-handle[interactable]: amruthavani kannada [112, 246, 360, 267]
coeditor-name: ಕಮಲ ಗಂಗಹನುಮಯ್ಯ, [933, 258, 1053, 276]
continued-link[interactable]: (4ನೇ ಪುಟಕ್ಕೆ) [1426, 2315, 1486, 2330]
paragraph: ವಸತಿ ಶಾಲೆಗಳಲ್ಲಿ ಗುಣಮಟ್ಟದ ಶಿಕ್ಷಣ ನೀಡುವ ಜೊತೆಗೆ ಮೂಲಭೂತ ಸೌಕರ್ಯ ಒದಗಿಸಲು ಕ್ರಮ ಕೈಗೊಳ್ಳಬೇಕು. [784, 844, 1023, 900]
paragraph: ಬರಬಹುದಾದ ರಕ್ತದ ಕೊರತೆ ತಪ್ಪಿಸಿ ಅವರ ಪ್ರಾಣ ಉಳಿಸಲು ರಕ್ತ ಅವಶ್ಯಕವಾಗಿರುತ್ತದೆ ಎಂದರು. [314, 2152, 534, 2209]
article-column [1030, 1445, 1254, 1587]
article-photo [314, 1344, 769, 1583]
article-column [1030, 1874, 1254, 2322]
epaper-link[interactable]: ಇ-ಪೇಪರ್ : amruthavani.in [1306, 269, 1486, 287]
article-column [539, 1594, 769, 1837]
paragraph: ಪೊಲೀಸರು ಮಾಡುತ್ತಾರೆ. ಇದರಲ್ಲಿ ಪ್ರಭಾವ ಬೀರುವ ಪ್ರಶ್ನೆಯೇ ಇಲ್ಲ. ಮುಖ್ಯಮಂತ್ರಿ ತನಿಖೆ ನಡೆಸಲು ಪೊಲೀಸರಿಗೆ ಅವಕಾಶ ನೀಡಿದ್ದಾರೆ ಎಂದು ಹೇಳಿದರು. [539, 763, 769, 840]
article-photo [314, 1915, 769, 2139]
subscription-amount: 32.00 [1410, 145, 1452, 161]
article-column [78, 1344, 306, 1837]
subscription-amount: 1.00 [1410, 100, 1443, 116]
headline: ಎಲ್ಲಾ ಪರೀಕ್ಷಾ ಕೊಠಡಿಗಳಲ್ಲಿ ಸಿಸಿ ಕ್ಯಾಮೆರಾ ಅಳವಡಿಕೆ [895, 1664, 1375, 1696]
paragraph: ಅಂತಹ ಮಹಿಳಾ ಕಾರ್ಮಿಕರಿಗೆ 50 ಸಾವಿರ ಹಣ ಭತ್ಯೆ ಸೌಲಭ್ಯವಿದೆ. ಕಾರ್ಮಿಕರಿಗೆ 60 ವರ್ಷದ ನಂತರ ಪಿಂಚಣಿ ದೊರೆಯಲಿದೆ ಈ ಮಾಹಿತಿ ಅನೇಕರಿಗೆ ತಿಳಿದಿಲ್ಲ. ಹಲವು ಕಾರ್ಮಿಕರು 60 ವರ್ಷ ಕಳೆದರೂ ಸಮಯ ಮೀರಿ 2 ವರ್ಷಗಳ ನಂತರ ಅರ್ಜಿ ಹಾಕುತ್ತಾರೆ ಇಂತಹ ಪ್ರಕರಣಗಳು ನಮ್ಮ ಮುಂದೆ ಬಂದಿವೆ. ಕಾರ್ಮಿಕರಿಗೆ ದೊರೆಯುವ ಸೌಲಭ್ಯಗಳ ಬಗ್ಗೆ ಕಾರ್ಮಿಕ ಸಂಘಟನೆಗಳು [539, 1596, 769, 1753]
article-column [784, 1254, 1023, 1590]
price: ಬೆಲೆ : 1.00 ರೂ. [623, 299, 703, 314]
paragraph: ಶಾಲೆಗಳ ಅಗತ್ಯವಿರುವ ಜಮೀನು, ಸಂಪರ್ಕ ರಸ್ತೆ, ಕುಡಿಯುವ ನೀರಿನ ವ್ಯವಸ್ಥೆ ಕುರಿತು ಗ್ರಾಮ ಪಂಚಾಯಿತಿ ಅಧಿಕಾರಿಗಳು ಗಮನಹರಿಸಬೇಕು. [1030, 931, 1254, 988]
masthead-logo: ಅಮೃತವಾಣಿ [510, 74, 1058, 239]
qr-code-icon [99, 137, 177, 223]
subscription-label: ವಾರ್ಷಿಕ [1203, 167, 1241, 184]
article-column [1262, 1445, 1486, 1587]
article-column [1262, 1874, 1486, 2322]
subscription-row [1198, 142, 1482, 164]
online-pages-box [78, 56, 366, 273]
divider [78, 289, 1486, 292]
qr-text: ಸ್ಕ್ಯಾನ್ ಮಾಡಿ [245, 159, 300, 174]
subscription-amount: 25.00 [1410, 122, 1452, 139]
date: ದಿನಾಂಕ : 12-06-2024, [329, 299, 444, 314]
continued-link[interactable]: (4ನೇ ಪುಟಕ್ಕೆ) [709, 1818, 769, 1833]
article-column [1030, 829, 1254, 1191]
subscription-title: ಚಂದಾ ವಿವರ [1198, 60, 1482, 91]
paragraph: ಪಟ್ಟಣದ ಪುರಸಭೆ ಮುಂಭಾಗ ದಲ್ಲಿರುವ ಮಹಿಳಾ ಸಮಾಜ ಭವನದಲ್ಲಿ ರಕ್ತದಾನ ಶಿಬಿರಕ್ಕೆ ಆಲ್ ಇಂಡಿಯಾ ಮೊಬೈಲ್ ರೀಟೇಲರ್ ಅಸೋಸಿಯೇಷನ್ ಜೋನ್ ಅಧ್ಯಕ್ಷರಾದ ಕೆ.ಎನ್.ಸಂದೀಪ್, ವಿಜಯಲಕ್ಷ್ಮಿ ಮೆಡಿಕಲ್, ಚಾಲನೆ ನೀಡಿದರು. ನಂತರ ಅಧ್ಯಕ್ಷರಾದ ಸಂದೀಪ್ ಮಾತನಾಡಿ, ರಕ್ತದಾನ ಮಹಾದಾನ ವಾಗಿದೆ. [78, 2058, 306, 2195]
